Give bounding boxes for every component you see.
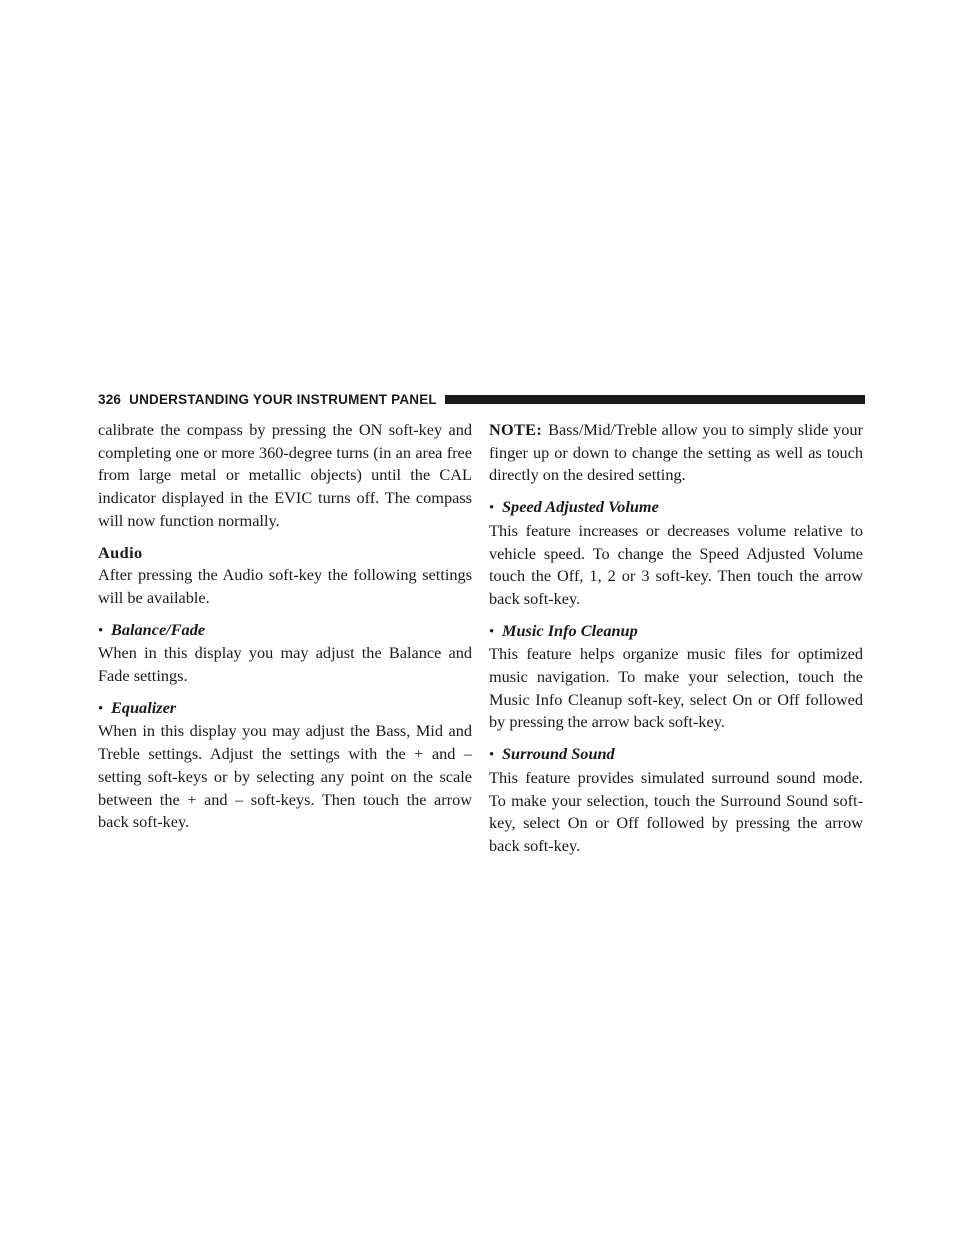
page-number: 326 <box>98 391 122 407</box>
bullet-icon: • <box>489 747 495 764</box>
note-label: NOTE: <box>489 420 543 439</box>
music-info-text: This feature helps organize music files for optimized music navigation. To make your selection, touch the Music Info Cleanup soft-key, select On or Off followed by pressing the arrow back soft-key. <box>489 644 863 732</box>
left-column <box>98 419 472 843</box>
music-info-bullet <box>489 620 863 644</box>
bullet-icon: • <box>98 700 104 717</box>
note-paragraph <box>489 419 863 487</box>
header-rule <box>445 395 865 404</box>
right-column <box>489 419 863 867</box>
compass-calibration-paragraph: calibrate the compass by pressing the ON soft-key and completing one or more 360-degree turns (in an area free from large metal or metallic objects) until the CAL indicator displayed in the EVIC turns off. The compass will now function normally. <box>98 420 472 530</box>
bullet-icon: • <box>489 500 495 517</box>
note-text: Bass/Mid/Treble allow you to simply slide your finger up or down to change the setting as well as touch directly on the desired setting. <box>489 420 863 485</box>
speed-volume-text: This feature increases or decreases volume relative to vehicle speed. To change the Speed Adjusted Volume touch the Off, 1, 2 or 3 soft-key. Then touch the arrow back soft-key. <box>489 520 863 608</box>
surround-text: This feature provides simulated surround sound mode. To make your selection, touch the Surround Sound soft-key, select On or Off followed by pressing the arrow back soft-key. <box>489 767 863 855</box>
equalizer-bullet <box>98 697 472 721</box>
audio-heading: Audio <box>98 542 143 562</box>
balance-fade-bullet <box>98 619 472 643</box>
music-info-title: Music Info Cleanup <box>502 620 638 640</box>
surround-bullet <box>489 743 863 767</box>
bullet-icon: • <box>489 623 495 640</box>
balance-fade-title: Balance/Fade <box>111 619 206 639</box>
bullet-icon: • <box>98 622 104 639</box>
equalizer-text: When in this display you may adjust the Bass, Mid and Treble settings. Adjust the settings with the + and – setting soft-keys or by selecting any point on the scale between the + and – soft-keys. Then touch the arrow back soft-key. <box>98 721 472 832</box>
equalizer-title: Equalizer <box>111 697 177 717</box>
balance-fade-text: When in this display you may adjust the Balance and Fade settings. <box>98 643 472 686</box>
section-title: UNDERSTANDING YOUR INSTRUMENT PANEL <box>129 391 437 407</box>
page-header <box>98 389 865 409</box>
audio-intro-paragraph: After pressing the Audio soft-key the following settings will be available. <box>98 565 472 607</box>
surround-title: Surround Sound <box>502 744 615 764</box>
speed-volume-title: Speed Adjusted Volume <box>502 497 659 517</box>
speed-volume-bullet <box>489 496 863 520</box>
